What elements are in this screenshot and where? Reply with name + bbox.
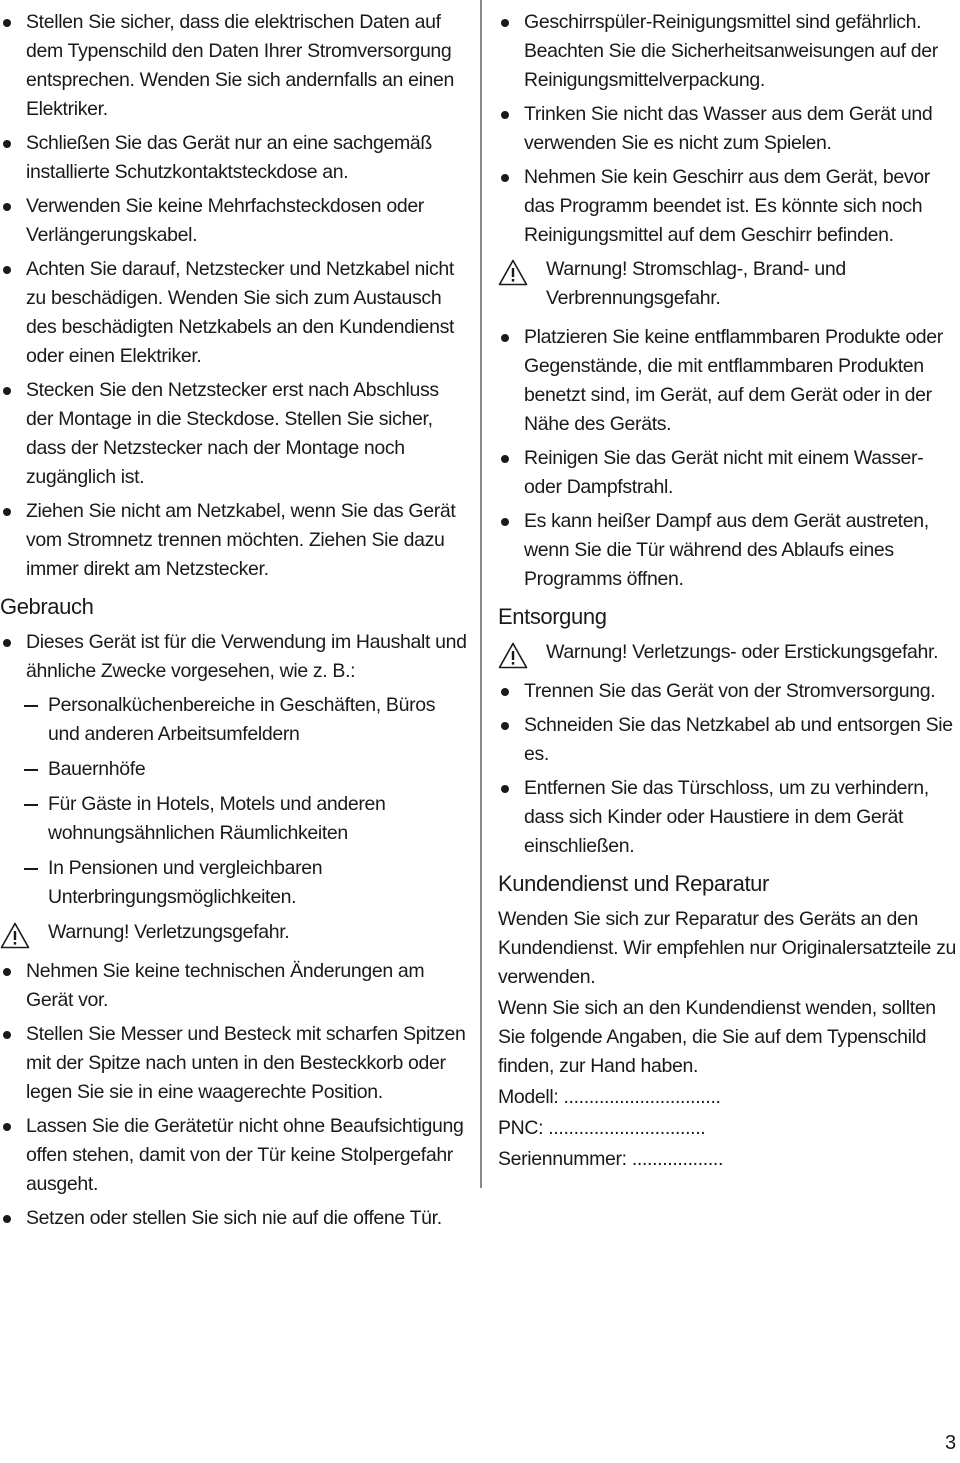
dash-icon — [24, 868, 38, 870]
serial-number-field: Seriennummer: .................. — [498, 1148, 724, 1170]
list-item: Verwenden Sie keine Mehrfachsteckdosen oder Verlängerungskabel. — [0, 192, 470, 250]
usage-bullet-list — [0, 628, 470, 686]
safety-bullet-list — [0, 8, 470, 584]
service-paragraph: Wenden Sie sich zur Reparatur des Geräts an den Kundendienst. Wir empfehlen nur Originalersatzteile zu verwenden. — [498, 908, 957, 988]
warning-triangle-icon — [498, 259, 528, 286]
section-heading-kundendienst: Kundendienst und Reparatur — [498, 871, 769, 896]
list-item: Schließen Sie das Gerät nur an eine sachgemäß installierte Schutzkontaktsteckdose an. — [0, 129, 470, 187]
list-item: Es kann heißer Dampf aus dem Gerät austreten, wenn Sie die Tür während des Ablaufs eines Programms öffnen. — [498, 507, 956, 594]
list-item: Bauernhöfe — [0, 755, 470, 784]
warning-label: Warnung! — [546, 641, 628, 663]
warning-text: Verletzungs- oder Erstickungsgefahr. — [627, 641, 939, 663]
model-field: Modell: ............................... — [498, 1086, 721, 1108]
list-item: Platzieren Sie keine entflammbaren Produkte oder Gegenstände, die mit entflammbaren Produkten benetzt sind, im Gerät, auf dem Gerät oder in der Nähe des Geräts. — [498, 323, 956, 439]
bullet-dot-icon — [3, 203, 11, 211]
disposal-bullet-list — [498, 677, 956, 861]
bullet-dot-icon — [3, 19, 11, 27]
list-item: Setzen oder stellen Sie sich nie auf die offene Tür. — [0, 1204, 470, 1233]
list-item: Ziehen Sie nicht am Netzkabel, wenn Sie das Gerät vom Stromnetz trennen möchten. Ziehen Sie dazu immer direkt am Netzstecker. — [0, 497, 470, 584]
dash-icon — [24, 804, 38, 806]
bullet-dot-icon — [3, 387, 11, 395]
usage-dash-list — [0, 691, 470, 912]
warning-triangle-icon — [498, 642, 528, 669]
list-item: Entfernen Sie das Türschloss, um zu verhindern, dass sich Kinder oder Haustiere in dem Gerät einschließen. — [498, 774, 956, 861]
bullet-dot-icon — [501, 688, 509, 696]
bullet-dot-icon — [3, 1123, 11, 1131]
bullet-dot-icon — [501, 174, 509, 182]
list-item: Achten Sie darauf, Netzstecker und Netzkabel nicht zu beschädigen. Wenden Sie sich zum Austausch des beschädigten Netzkabels an den Kundendienst oder einen Elektriker. — [0, 255, 470, 371]
list-item: Trinken Sie nicht das Wasser aus dem Gerät und verwenden Sie es nicht zum Spielen. — [498, 100, 956, 158]
service-paragraph: Wenn Sie sich an den Kundendienst wenden, sollten Sie folgende Angaben, die Sie auf dem Typenschild finden, zur Hand haben. — [498, 997, 936, 1077]
section-heading-gebrauch: Gebrauch — [0, 594, 94, 619]
dash-icon — [24, 769, 38, 771]
list-item: Lassen Sie die Gerätetür nicht ohne Beaufsichtigung offen stehen, damit von der Tür keine Stolpergefahr ausgeht. — [0, 1112, 470, 1199]
list-item: Nehmen Sie keine technischen Änderungen am Gerät vor. — [0, 957, 470, 1015]
bullet-dot-icon — [501, 19, 509, 27]
bullet-dot-icon — [501, 455, 509, 463]
warning-notice — [498, 255, 956, 313]
list-item: Stecken Sie den Netzstecker erst nach Abschluss der Montage in die Steckdose. Stellen Sie sicher, dass der Netzstecker nach der Montage noch zugänglich ist. — [0, 376, 470, 492]
pnc-field: PNC: ............................... — [498, 1117, 706, 1139]
bullet-dot-icon — [3, 639, 11, 647]
section-heading-entsorgung: Entsorgung — [498, 604, 607, 629]
left-column — [0, 8, 470, 1238]
warning-notice — [498, 638, 956, 667]
list-item: Dieses Gerät ist für die Verwendung im Haushalt und ähnliche Zwecke vorgesehen, wie z. B.: — [0, 628, 470, 686]
list-item: Stellen Sie Messer und Besteck mit scharfen Spitzen mit der Spitze nach unten in den Besteckkorb oder legen Sie sie in eine waagerechte Position. — [0, 1020, 470, 1107]
bullet-dot-icon — [3, 1031, 11, 1039]
warning-label: Warnung! — [546, 258, 628, 280]
bullet-dot-icon — [3, 140, 11, 148]
bullet-dot-icon — [3, 508, 11, 516]
detergent-bullet-list — [498, 8, 956, 250]
column-divider — [480, 0, 482, 1188]
warning-text: Stromschlag-, Brand- und Verbrennungsgefahr. — [546, 258, 846, 309]
bullet-dot-icon — [501, 785, 509, 793]
bullet-dot-icon — [3, 968, 11, 976]
list-item: Stellen Sie sicher, dass die elektrischen Daten auf dem Typenschild den Daten Ihrer Stromversorgung entsprechen. Wenden Sie sich andernfalls an einen Elektriker. — [0, 8, 470, 124]
right-column — [498, 8, 956, 1176]
list-item: Schneiden Sie das Netzkabel ab und entsorgen Sie es. — [498, 711, 956, 769]
list-item: Personalküchenbereiche in Geschäften, Büros und anderen Arbeitsumfeldern — [0, 691, 470, 749]
page-number: 3 — [945, 1432, 957, 1454]
warning-notice — [0, 918, 470, 947]
fire-safety-bullet-list — [498, 323, 956, 594]
bullet-dot-icon — [501, 111, 509, 119]
list-item: Reinigen Sie das Gerät nicht mit einem Wasser- oder Dampfstrahl. — [498, 444, 956, 502]
bullet-dot-icon — [501, 334, 509, 342]
list-item: Geschirrspüler-Reinigungsmittel sind gefährlich. Beachten Sie die Sicherheitsanweisungen auf der Reinigungsmittelverpackung. — [498, 8, 956, 95]
bullet-dot-icon — [3, 1215, 11, 1223]
dash-icon — [24, 705, 38, 707]
list-item: Trennen Sie das Gerät von der Stromversorgung. — [498, 677, 956, 706]
list-item: In Pensionen und vergleichbaren Unterbringungsmöglichkeiten. — [0, 854, 470, 912]
list-item: Nehmen Sie kein Geschirr aus dem Gerät, bevor das Programm beendet ist. Es könnte sich noch Reinigungsmittel auf dem Geschirr befinden. — [498, 163, 956, 250]
warning-text: Verletzungsgefahr. — [129, 921, 290, 943]
usage-rules-bullet-list — [0, 957, 470, 1233]
list-item: Für Gäste in Hotels, Motels und anderen wohnungsähnlichen Räumlichkeiten — [0, 790, 470, 848]
bullet-dot-icon — [501, 722, 509, 730]
warning-triangle-icon — [0, 922, 30, 949]
warning-label: Warnung! — [48, 921, 130, 943]
bullet-dot-icon — [501, 518, 509, 526]
bullet-dot-icon — [3, 266, 11, 274]
